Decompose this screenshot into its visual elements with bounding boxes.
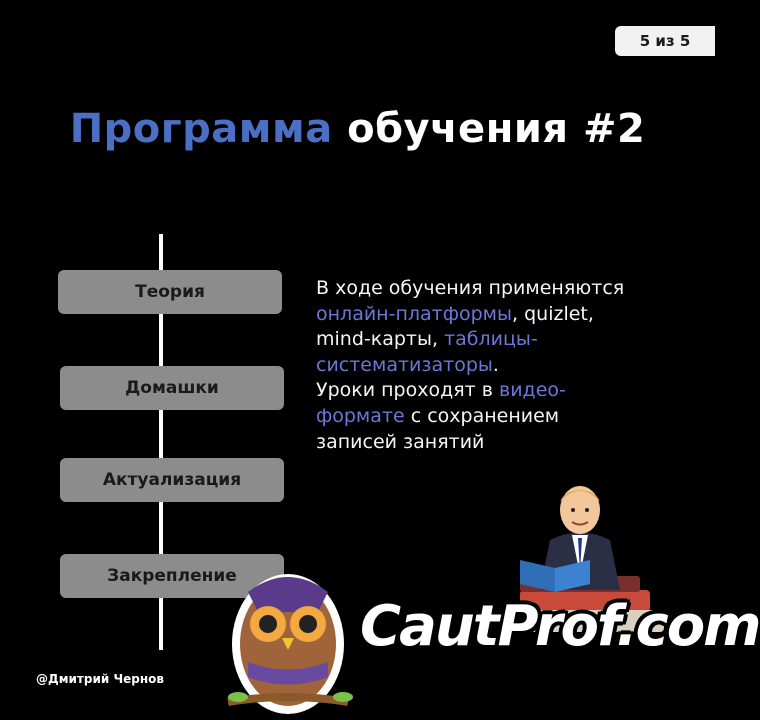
desc-highlight-tables: таблицы-систематизаторы (316, 328, 538, 376)
step-consolidation: Закрепление (60, 554, 284, 598)
step-homework: Домашки (60, 366, 284, 410)
author-handle: @Дмитрий Чернов (36, 672, 164, 686)
page-counter-badge: 5 из 5 (615, 26, 715, 56)
description-text (316, 276, 646, 455)
title-accent: Программа (69, 106, 333, 152)
desc-part-4: Уроки проходят в (316, 379, 500, 402)
desc-part-1: В ходе обучения применяются (316, 277, 625, 299)
desc-part-3: . (492, 353, 499, 376)
brand-logo: CautProf.com (360, 594, 760, 659)
step-actualization: Актуализация (60, 458, 284, 502)
desc-highlight-platforms: онлайн-платформы (316, 302, 513, 325)
owl-mascot-icon (218, 552, 358, 720)
desc-part-5: с сохранением записей занятий (316, 404, 560, 453)
desc-highlight-video: видео-формате (316, 379, 566, 427)
desc-part-2: , quizlet, mind-карты, (316, 302, 594, 351)
step-theory: Теория (58, 270, 282, 314)
page-title (0, 106, 715, 152)
title-rest: обучения #2 (332, 106, 646, 152)
